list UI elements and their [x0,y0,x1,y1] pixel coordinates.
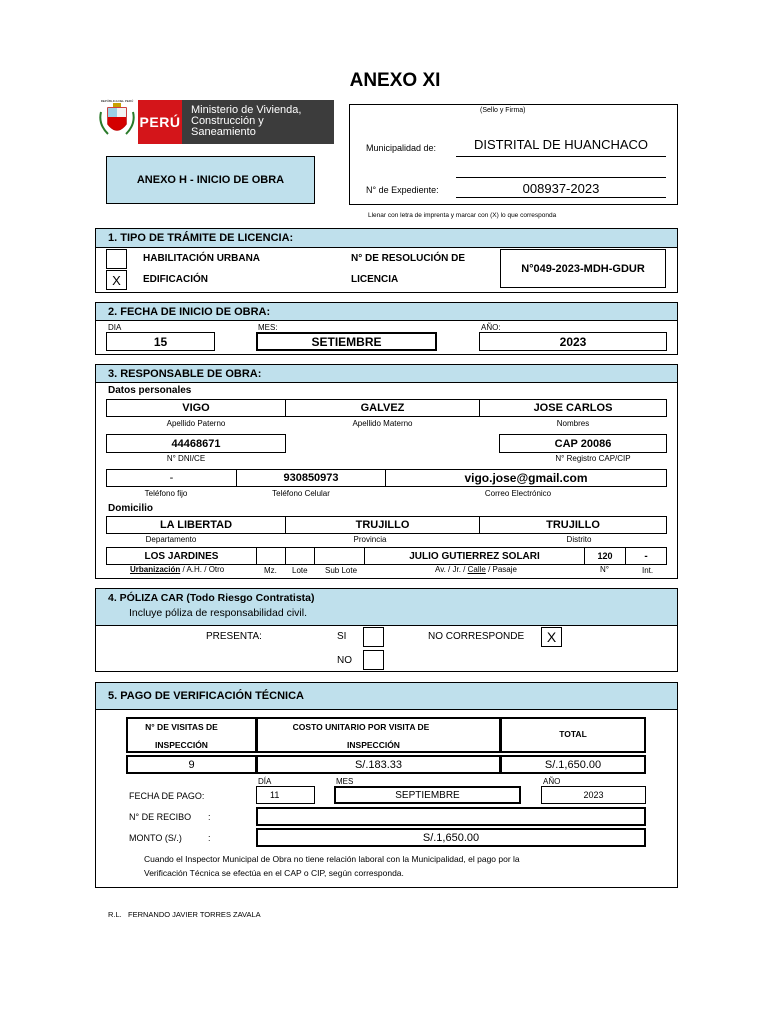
numero-field[interactable]: 120 [584,547,626,565]
nombres-field[interactable]: JOSE CARLOS [479,399,667,417]
via-label [435,565,517,574]
municipalidad-label: Municipalidad de: [366,143,437,153]
cap-label: N° Registro CAP/CIP [555,454,631,463]
ministry-block [182,100,334,144]
section-3-header: 3. RESPONSABLE DE OBRA: [95,364,678,383]
section-1-header: 1. TIPO DE TRÁMITE DE LICENCIA: [95,228,678,248]
municipalidad-value: DISTRITAL DE HUANCHACO [473,137,649,152]
urbanizacion-label [130,565,224,574]
recibo-colon: : [208,812,211,822]
nombres-label: Nombres [556,419,590,428]
costo-header-line2: INSPECCIÓN [347,740,400,750]
telefono-fijo-label: Teléfono fijo [144,489,188,498]
via-field[interactable]: JULIO GUTIERREZ SOLARI [364,547,585,565]
no-corresponde-checkbox[interactable]: X [541,627,562,647]
costo-value[interactable]: S/.183.33 [256,755,501,774]
pago-note-line2: Verificación Técnica se efectúa en el CAP o CIP, según corresponda. [144,868,404,878]
datos-personales-label: Datos personales [108,385,192,396]
sublote-field[interactable] [314,547,365,565]
telefono-fijo-field[interactable]: - [106,469,237,487]
domicilio-label: Domicilio [108,503,154,514]
telefono-celular-field[interactable]: 930850973 [236,469,386,487]
apellido-materno-label: Apellido Materno [352,419,413,428]
instructions-text: Llenar con letra de imprenta y marcar con (X) lo que corresponda [368,212,557,219]
emblem-caption: REPÚBLICA DEL PERÚ [100,99,134,103]
peru-logo [98,100,334,144]
monto-field[interactable]: S/.1,650.00 [256,828,646,847]
expediente-label: N° de Expediente: [366,185,439,195]
edificacion-label: EDIFICACIÓN [143,274,208,285]
lote-label: Lote [292,566,308,575]
pago-mes-label: MES [336,777,354,786]
interior-field[interactable]: - [625,547,667,565]
monto-label: MONTO (S/.) [129,833,182,843]
pago-dia-label: DÍA [258,777,272,786]
urbanizacion-field[interactable]: LOS JARDINES [106,547,257,565]
recibo-label: N° DE RECIBO [129,812,192,822]
section-5-header: 5. PAGO DE VERIFICACIÓN TÉCNICA [95,682,678,710]
mes-field[interactable]: SETIEMBRE [256,332,437,351]
no-label: NO [337,655,352,666]
sublote-label: Sub Lote [325,566,358,575]
section-2-header: 2. FECHA DE INICIO DE OBRA: [95,302,678,321]
visitas-header-line2: INSPECCIÓN [155,740,208,750]
poliza-title: 4. PÓLIZA CAR (Todo Riesgo Contratista) [108,592,315,604]
cap-field[interactable]: CAP 20086 [499,434,667,453]
visitas-value[interactable]: 9 [126,755,257,774]
apellido-paterno-field[interactable]: VIGO [106,399,286,417]
habilitacion-label: HABILITACIÓN URBANA [143,253,261,264]
ministry-name: Ministerio de Vivienda, Construcción y Saneamiento [191,104,302,138]
presenta-label: PRESENTA: [206,631,262,642]
mz-label: Mz. [264,566,277,575]
dni-label: N° DNI/CE [166,454,206,463]
edificacion-checkbox[interactable]: X [106,270,127,290]
telefono-celular-label: Teléfono Celular [272,489,330,498]
anexo-box-label: ANEXO H - INICIO DE OBRA [136,174,285,186]
anexo-box [106,156,315,204]
apellido-materno-field[interactable]: GALVEZ [285,399,480,417]
distrito-label: Distrito [566,535,592,544]
via-label-b: Calle [467,565,486,574]
resolucion-label-1: N° DE RESOLUCIÓN DE [351,253,466,264]
si-checkbox[interactable] [363,627,384,647]
total-value[interactable]: S/.1,650.00 [500,755,646,774]
stamp-box [349,104,678,205]
email-field[interactable]: vigo.jose@gmail.com [385,469,667,487]
provincia-label: Provincia [353,535,387,544]
expediente-value: 008937-2023 [522,181,600,196]
urbanizacion-label-rest: / A.H. / Otro [180,565,225,574]
pago-anio-field[interactable]: 2023 [541,786,646,804]
pago-note-line1: Cuando el Inspector Municipal de Obra no tiene relación laboral con la Municipalidad, el pago por la [144,854,520,864]
pago-mes-field[interactable]: SEPTIEMBRE [334,786,521,804]
monto-colon: : [208,833,211,843]
total-header-label: TOTAL [559,729,587,739]
departamento-field[interactable]: LA LIBERTAD [106,516,286,534]
via-label-a: Av. / Jr. / [435,565,468,574]
fecha-pago-label: FECHA DE PAGO: [129,791,205,801]
page-title: ANEXO XI [349,70,441,91]
numero-label: N° [600,565,609,574]
distrito-field[interactable]: TRUJILLO [479,516,667,534]
no-checkbox[interactable] [363,650,384,670]
visitas-header-line1: N° DE VISITAS DE [145,722,218,732]
dia-label: DIA [108,323,122,332]
dni-field[interactable]: 44468671 [106,434,286,453]
footer-signature: R.L. FERNANDO JAVIER TORRES ZAVALA [108,910,261,919]
poliza-subtitle: Incluye póliza de responsabilidad civil. [129,607,308,619]
no-corresponde-label: NO CORRESPONDE [428,631,525,642]
costo-header-line1: COSTO UNITARIO POR VISITA DE [292,722,430,732]
anio-field[interactable]: 2023 [479,332,667,351]
habilitacion-checkbox[interactable] [106,249,127,269]
urbanizacion-label-main: Urbanización [130,565,181,574]
resolucion-value[interactable]: N°049-2023-MDH-GDUR [500,249,666,288]
recibo-field[interactable] [256,807,646,826]
mz-field[interactable] [256,547,286,565]
pago-anio-label: AÑO [543,777,561,786]
peru-wordmark: PERÚ [139,114,181,130]
provincia-field[interactable]: TRUJILLO [285,516,480,534]
email-label: Correo Electrónico [484,489,552,498]
departamento-label: Departamento [145,535,197,544]
dia-field[interactable]: 15 [106,332,215,351]
si-label: SI [337,631,347,642]
interior-label: Int. [642,566,654,575]
anio-label: AÑO: [481,323,501,332]
coat-of-arms-icon [98,99,136,142]
pago-dia-field[interactable]: 11 [256,786,315,804]
via-label-c: / Pasaje [485,565,517,574]
apellido-paterno-label: Apellido Paterno [166,419,226,428]
mes-label: MES: [258,323,278,332]
resolucion-label-2: LICENCIA [351,274,399,285]
peru-flag-block [138,100,182,144]
lote-field[interactable] [285,547,315,565]
sello-label: (Sello y Firma) [480,107,526,114]
